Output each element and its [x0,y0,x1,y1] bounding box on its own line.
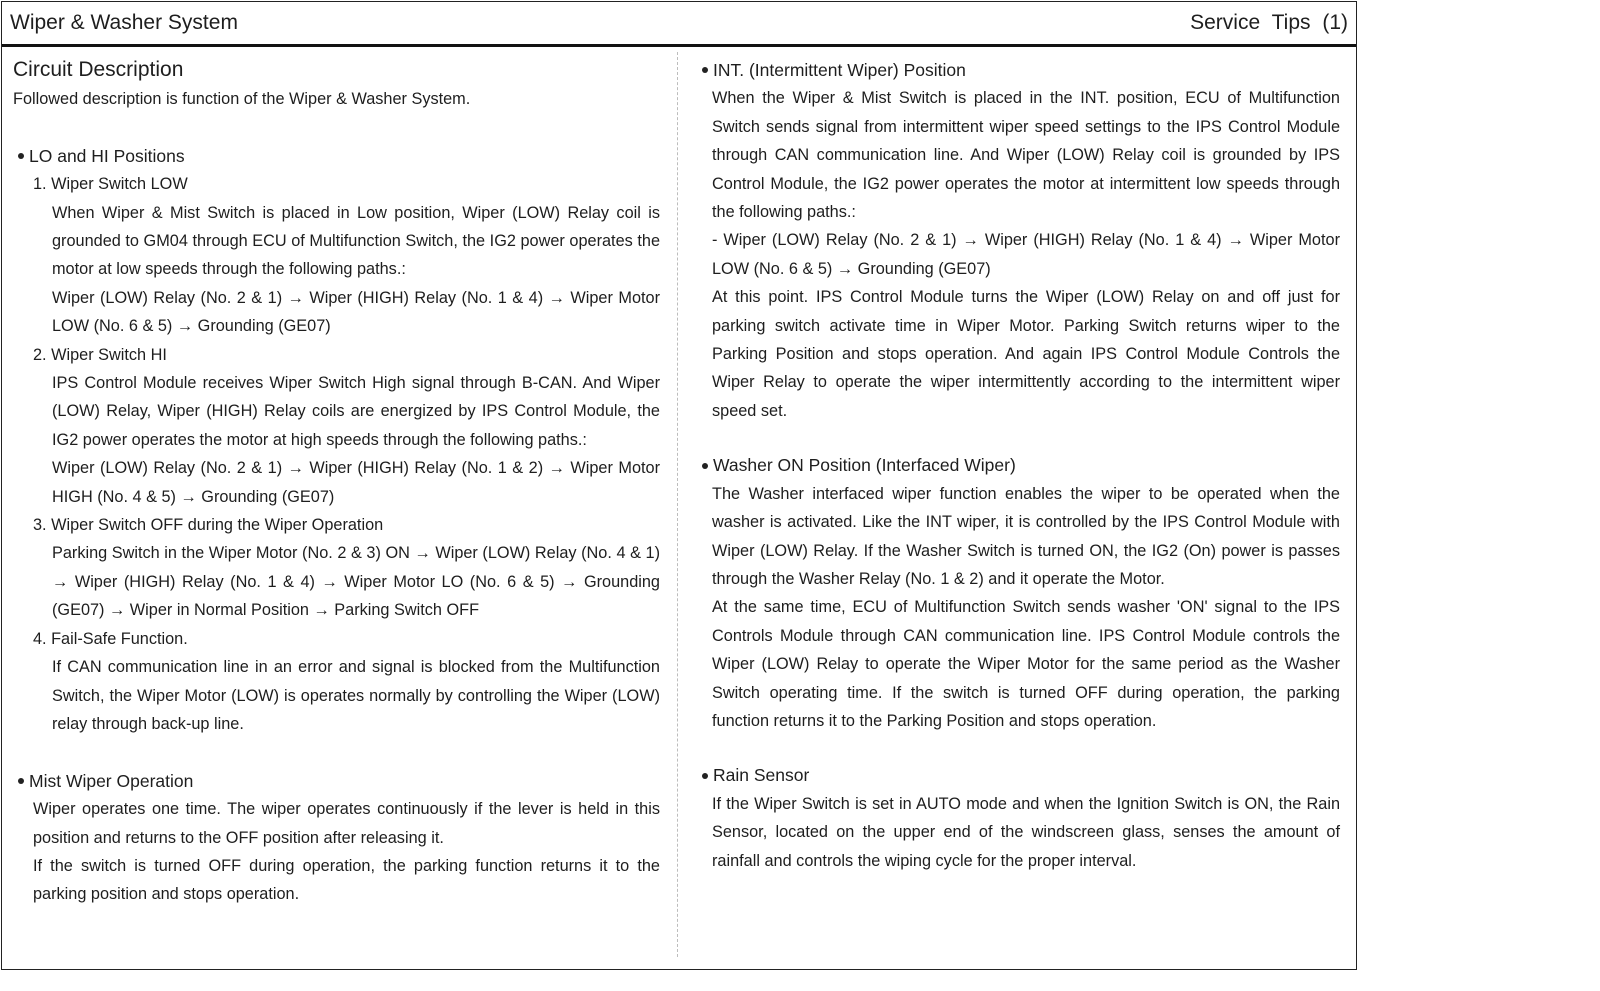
item-label: 3. Wiper Switch OFF during the Wiper Operation [33,516,384,535]
rain-heading [697,761,1340,789]
washer-text: At the same time, ECU of Multifunction Switch sends washer 'ON' signal to the IPS Controls Module through CAN communication line. IPS Control Module controls the Wiper (LOW) Relay to operate the Wiper Motor for the same period as the Washer Switch operating time. If the switch is turned OFF during operation, the parking function returns it to the Parking Position and stops operation. [712,598,1340,730]
item-text: IPS Control Module receives Wiper Switch High signal through B-CAN. And Wiper (LOW) Relay, Wiper (HIGH) Relay coils are energized by IPS Control Module, the IG2 power operates the motor at high speeds through the following paths.: [52,374,660,449]
column-divider [677,52,678,957]
item-label: 2. Wiper Switch HI [33,345,167,364]
int-path: - Wiper (LOW) Relay (No. 2 & 1) → Wiper (HIGH) Relay (No. 1 & 4) → Wiper Motor LOW (No. 6 & 5) → Grounding (GE07) [712,231,1340,278]
item-path: Wiper (LOW) Relay (No. 2 & 1) → Wiper (HIGH) Relay (No. 1 & 4) → Wiper Motor LOW (No. 6 & 5) → Grounding (GE07) [52,288,660,336]
bullet-icon [18,778,24,784]
washer-heading [697,451,1340,479]
mist-heading [13,767,660,795]
header-title: Wiper & Washer System [10,11,238,34]
washer-text: The Washer interfaced wiper function enables the wiper to be operated when the washer is activated. Like the INT wiper, it is controlled by the IPS Control Module with Wiper (LOW) Relay. If the Washer Switch is turned ON, the IG2 (On) power is passes through the Washer Relay (No. 1 & 2) and it operate the Motor. [712,484,1340,588]
int-heading-text: INT. (Intermittent Wiper) Position [713,60,966,80]
item-label: 4. Fail-Safe Function. [33,629,188,648]
section-title: Circuit Description [13,58,184,81]
item-label: 1. Wiper Switch LOW [33,175,188,194]
right-column [697,56,1340,875]
rain-heading-text: Rain Sensor [713,765,810,786]
mist-text: Wiper operates one time. The wiper operates continuously if the lever is held in this position and returns to the OFF position after releasing it. [33,800,660,847]
item-text: Parking Switch in the Wiper Motor (No. 2 & 3) ON → Wiper (LOW) Relay (No. 4 & 1) → Wiper (HIGH) Relay (No. 1 & 4) → Wiper Motor LO (No. 6 & 5) → Grounding (GE07) → Wiper in Normal Position → Parking Switch OFF [52,544,660,620]
lohi-heading [13,142,660,170]
item-path: Wiper (LOW) Relay (No. 2 & 1) → Wiper (HIGH) Relay (No. 1 & 2) → Wiper Motor HIGH (No. 4 & 5) → Grounding (GE07) [52,459,660,506]
washer-heading-text: Washer ON Position (Interfaced Wiper) [713,455,1016,476]
mist-heading-text: Mist Wiper Operation [29,770,194,791]
bullet-icon [702,773,708,779]
left-column [13,56,660,909]
item-text: If CAN communication line in an error and signal is blocked from the Multifunction Switch, the Wiper Motor (LOW) is operates normally by controlling the Wiper (LOW) relay through back-up line. [52,658,660,733]
page-header [2,2,1356,47]
int-text: When the Wiper & Mist Switch is placed in the INT. position, ECU of Multifunction Switch sends signal from intermittent wiper speed settings to the IPS Control Module through CAN communication line. And Wiper (LOW) Relay coil is grounded by IPS Control Module, the IG2 power operates the motor at intermittent low speeds through the following paths.: [712,89,1340,222]
header-service-tips: Service Tips (1) [1190,11,1348,34]
item-text: When Wiper & Mist Switch is placed in Low position, Wiper (LOW) Relay coil is grounded to GM04 through ECU of Multifunction Switch, the IG2 power operates the motor at low speeds through the following paths.: [52,203,660,279]
intro-text: Followed description is function of the Wiper & Washer System. [13,90,471,108]
mist-text: If the switch is turned OFF during operation, the parking function returns it to the parking position and stops operation. [33,856,660,904]
lohi-heading-text: LO and HI Positions [29,145,185,166]
bullet-icon [702,463,708,469]
rain-text: If the Wiper Switch is set in AUTO mode and when the Ignition Switch is ON, the Rain Sensor, located on the upper end of the windscreen glass, senses the amount of rainfall and controls the wiping cycle for the proper interval. [712,794,1340,870]
bullet-icon [702,67,708,73]
int-heading [697,56,1340,84]
int-text: At this point. IPS Control Module turns the Wiper (LOW) Relay on and off just for parking switch activate time in Wiper Motor. Parking Switch returns wiper to the Parking Position and stops operation. And again IPS Control Module Controls the Wiper Relay to operate the wiper intermittently according to the intermittent wiper speed set. [712,288,1340,420]
bullet-icon [18,153,24,159]
